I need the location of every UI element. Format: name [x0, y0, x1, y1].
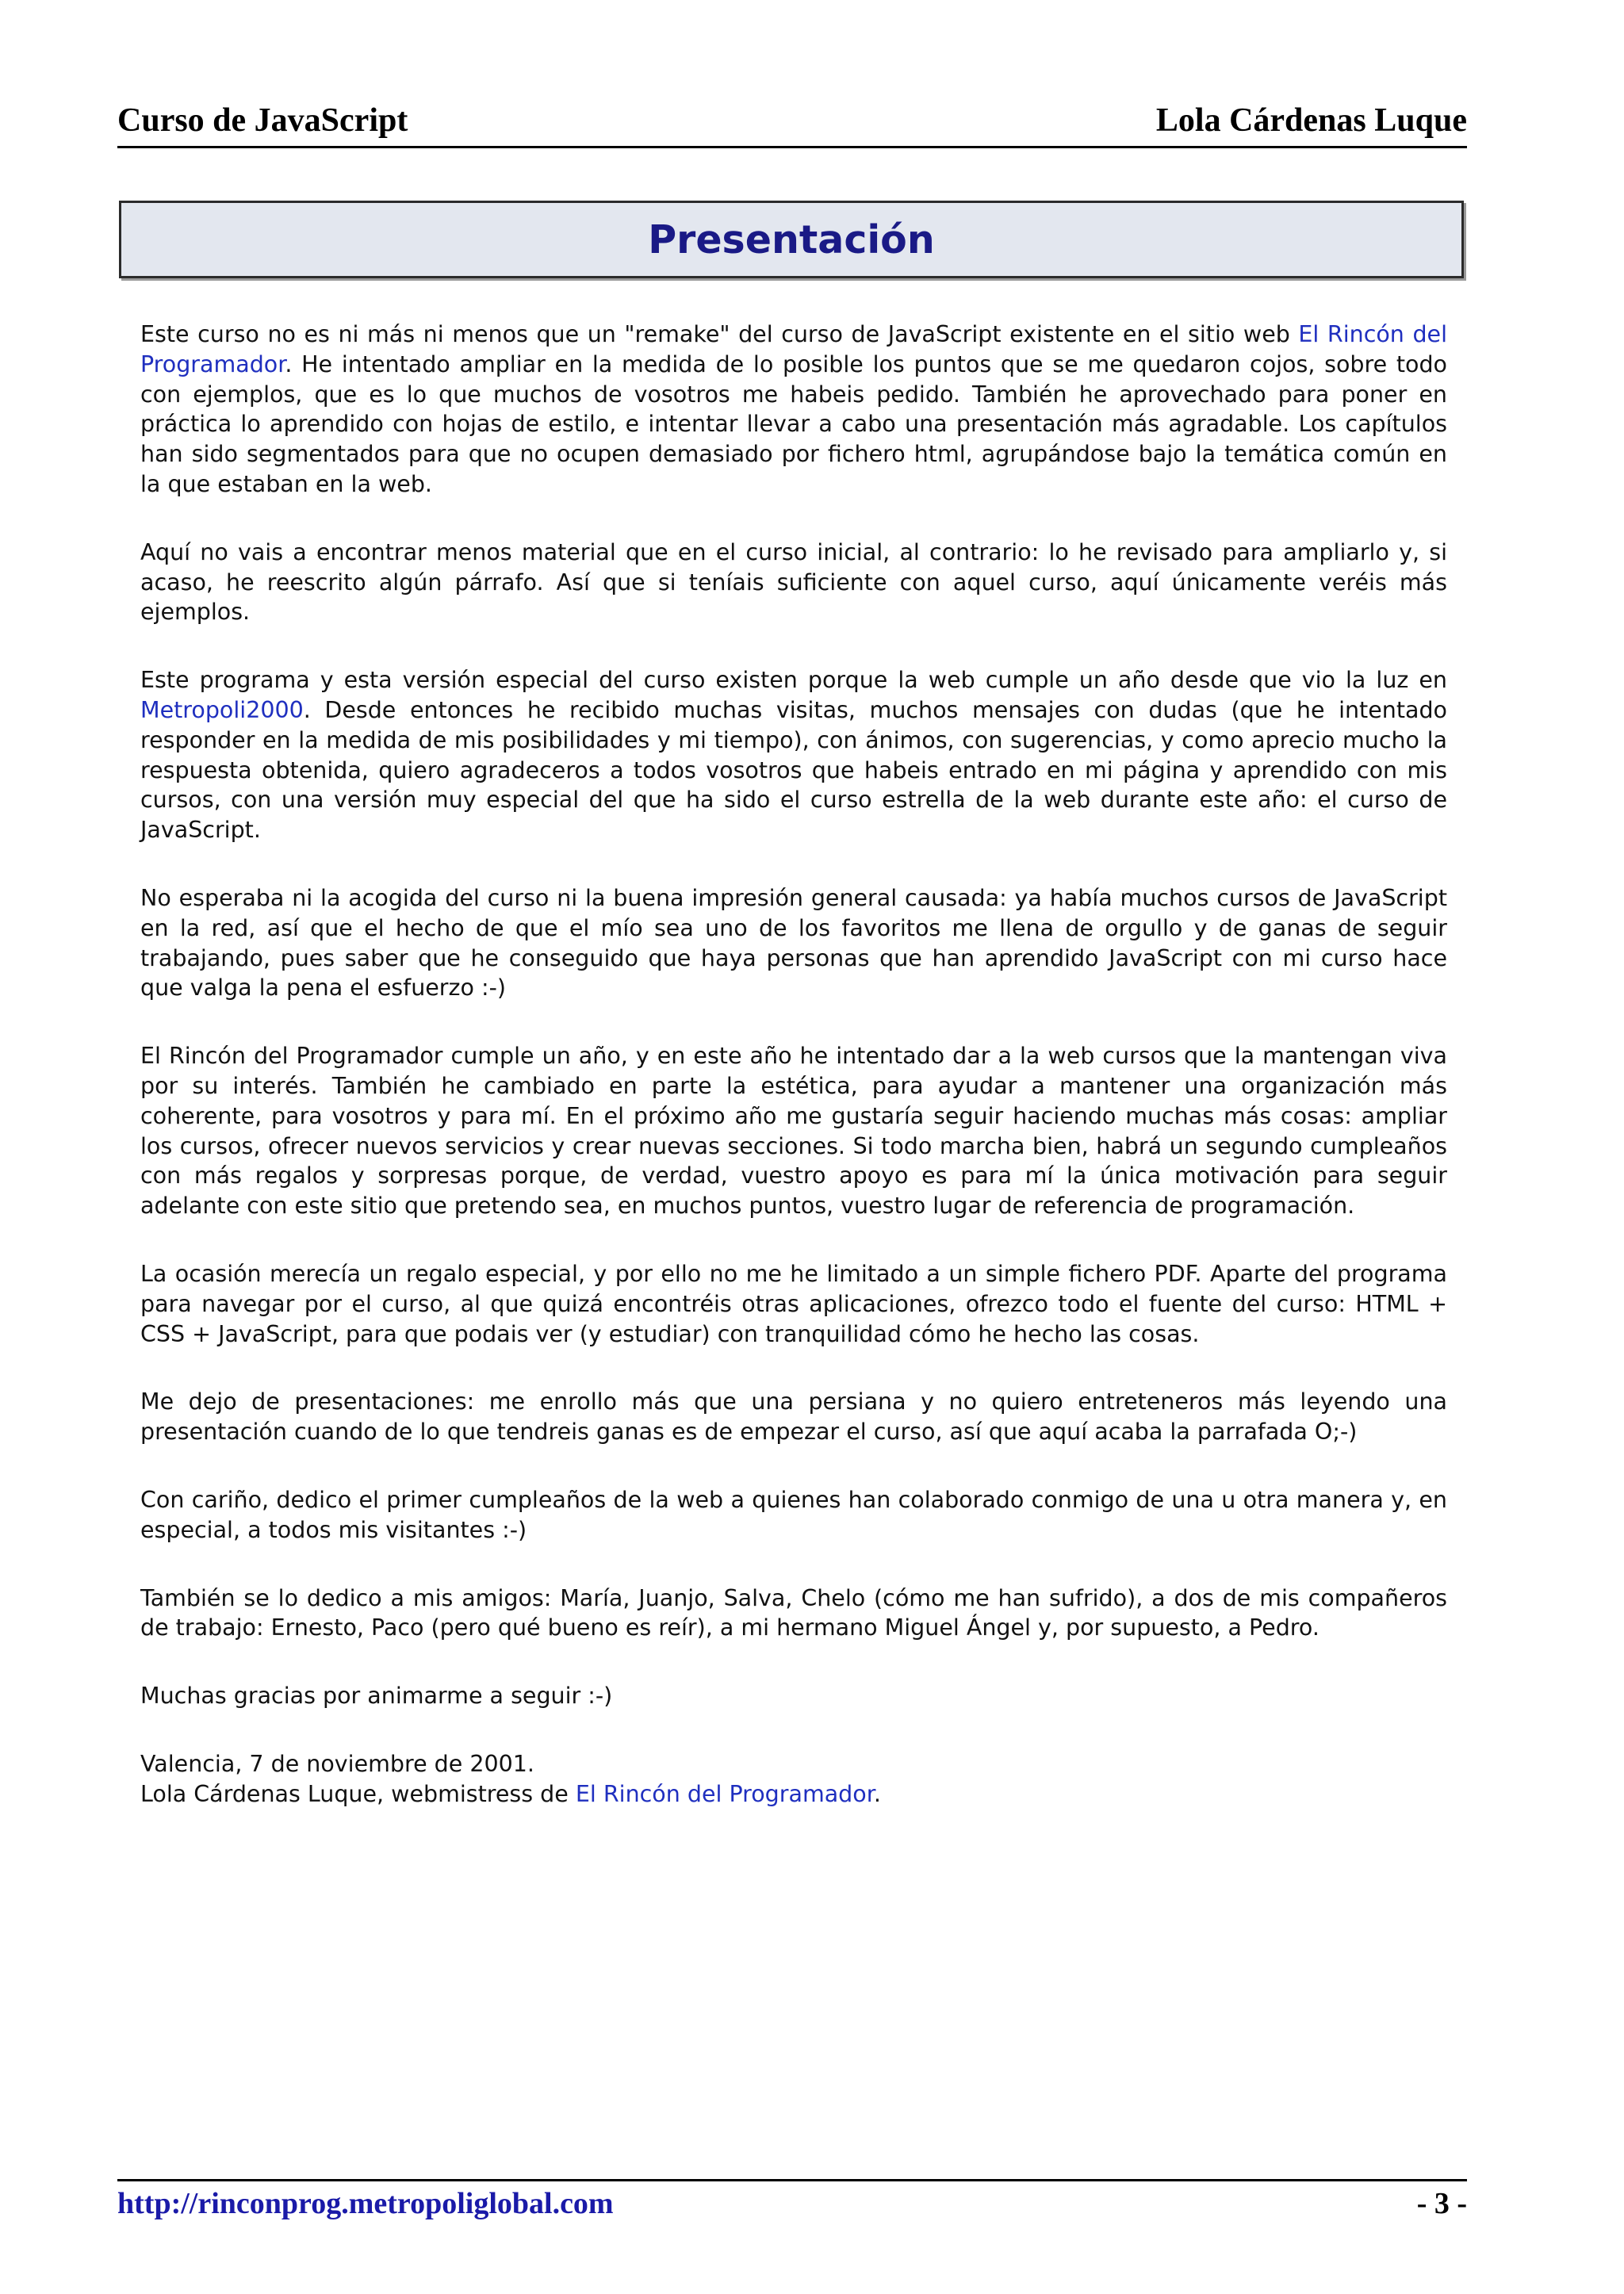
link-rincon-programador-signature[interactable]: El Rincón del Programador: [575, 1780, 874, 1807]
paragraph: El Rincón del Programador cumple un año, y en este año he intentado dar a la web cursos que la mantengan viva por su interés. También he cambiado en parte la estética, para ayudar a mantener una organización más coherente, para vosotros y para mí. En el próximo año me gustaría seguir haciendo muchas más cosas: ampliar los cursos, ofrecer nuevos servicios y crear nuevas secciones. Si todo marcha bien, habrá un segundo cumpleaños con más regalos y sorpresas porque, de verdad, vuestro apoyo es para mí la única motivación para seguir adelante con este sitio que pretendo sea, en muchos puntos, vuestro lugar de referencia de programación.: [140, 1043, 1447, 1220]
paragraph: También se lo dedico a mis amigos: María, Juanjo, Salva, Chelo (cómo me han sufrido), a dos de mis compañeros de trabajo: Ernesto, Paco (pero qué bueno es reír), a mi hermano Miguel Ángel y, por supuesto, a Pedro.: [140, 1584, 1447, 1641]
paragraph: Muchas gracias por animarme a seguir :-): [140, 1683, 613, 1710]
paragraph: Con cariño, dedico el primer cumpleaños de la web a quienes han colaborado conmigo de una u otra manera y, en especial, a todos mis visitantes :-): [140, 1486, 1447, 1543]
link-metropoli2000[interactable]: Metropoli2000: [140, 696, 304, 723]
paragraph: No esperaba ni la acogida del curso ni la buena impresión general causada: ya había muchos cursos de JavaScript en la red, así que el hecho de que el mío sea uno de los favoritos me llena de orgullo y de ganas de seguir trabajando, pues saber que he conseguido que haya personas que han aprendido JavaScript con mi curso hace que valga la pena el esfuerzo :-): [140, 884, 1447, 1001]
page-header: [117, 94, 1467, 148]
signature-name: Lola Cárdenas Luque, webmistress de: [140, 1780, 576, 1807]
page-footer: [117, 2179, 1467, 2229]
paragraph: [140, 320, 1447, 500]
paragraph-text: . He intentado ampliar en la medida de lo posible los puntos que se me quedaron cojos, sobre todo con ejemplos, que es lo que muchos de vosotros me habeis pedido. También he aprovechado para poner en práctica lo aprendido con hojas de estilo, e intentar llevar a cabo una presentación más agradable. Los capítulos han sido segmentados para que no ocupen demasiado por fichero html, agrupándose bajo la temática común en la que estaban en la web.: [140, 350, 1447, 497]
paragraph: Me dejo de presentaciones: me enrollo más que una persiana y no quiero entreteneros más leyendo una presentación cuando de lo que tendreis ganas es de empezar el curso, así que aquí acaba la parrafada O;-): [140, 1388, 1447, 1446]
document-body: [140, 320, 1447, 1847]
paragraph-text: . Desde entonces he recibido muchas visitas, muchos mensajes con dudas (que he intentado responder en la medida de mis posibilidades y mi tiempo), con ánimos, con sugerencias, y como aprecio mucho la respuesta obtenida, quiero agradeceros a todos vosotros que habeis entrado en mi página y aprendido con mis cursos, con una versión muy especial del que ha sido el curso estrella de la web durante este año: el curso de JavaScript.: [140, 696, 1447, 844]
paragraph: [140, 665, 1447, 845]
paragraph-text: Este programa y esta versión especial del curso existen porque la web cumple un año desde que vio la luz en: [140, 667, 1447, 694]
title-box: [119, 201, 1464, 278]
header-author: Lola Cárdenas Luque: [1155, 102, 1467, 139]
link-rincon-programador[interactable]: El Rincón del Programador: [140, 321, 1447, 377]
paragraph: La ocasión merecía un regalo especial, y por ello no me he limitado a un simple fichero PDF. Aparte del programa para navegar por el curso, al que quizá encontréis otras aplicaciones, ofrezco todo el fuente del curso: HTML + CSS + JavaScript, para que podais ver (y estudiar) con tranquilidad cómo he hecho las cosas.: [140, 1260, 1447, 1347]
signature-date: Valencia, 7 de noviembre de 2001.: [140, 1750, 534, 1777]
paragraph: Aquí no vais a encontrar menos material que en el curso inicial, al contrario: lo he revisado para ampliarlo y, si acaso, he reescrito algún párrafo. Así que si teníais suficiente con aquel curso, aquí únicamente veréis más ejemplos.: [140, 538, 1447, 626]
page-number: - 3 -: [1416, 2187, 1467, 2220]
paragraph-text: Este curso no es ni más ni menos que un "remake" del curso de JavaScript existente en el sitio web: [140, 321, 1299, 347]
header-course-title: Curso de JavaScript: [117, 102, 408, 139]
signature: [140, 1749, 1447, 1810]
signature-period: .: [873, 1780, 881, 1807]
footer-url-link[interactable]: http://rinconprog.metropoliglobal.com: [117, 2187, 614, 2220]
page-title: Presentación: [648, 216, 935, 262]
